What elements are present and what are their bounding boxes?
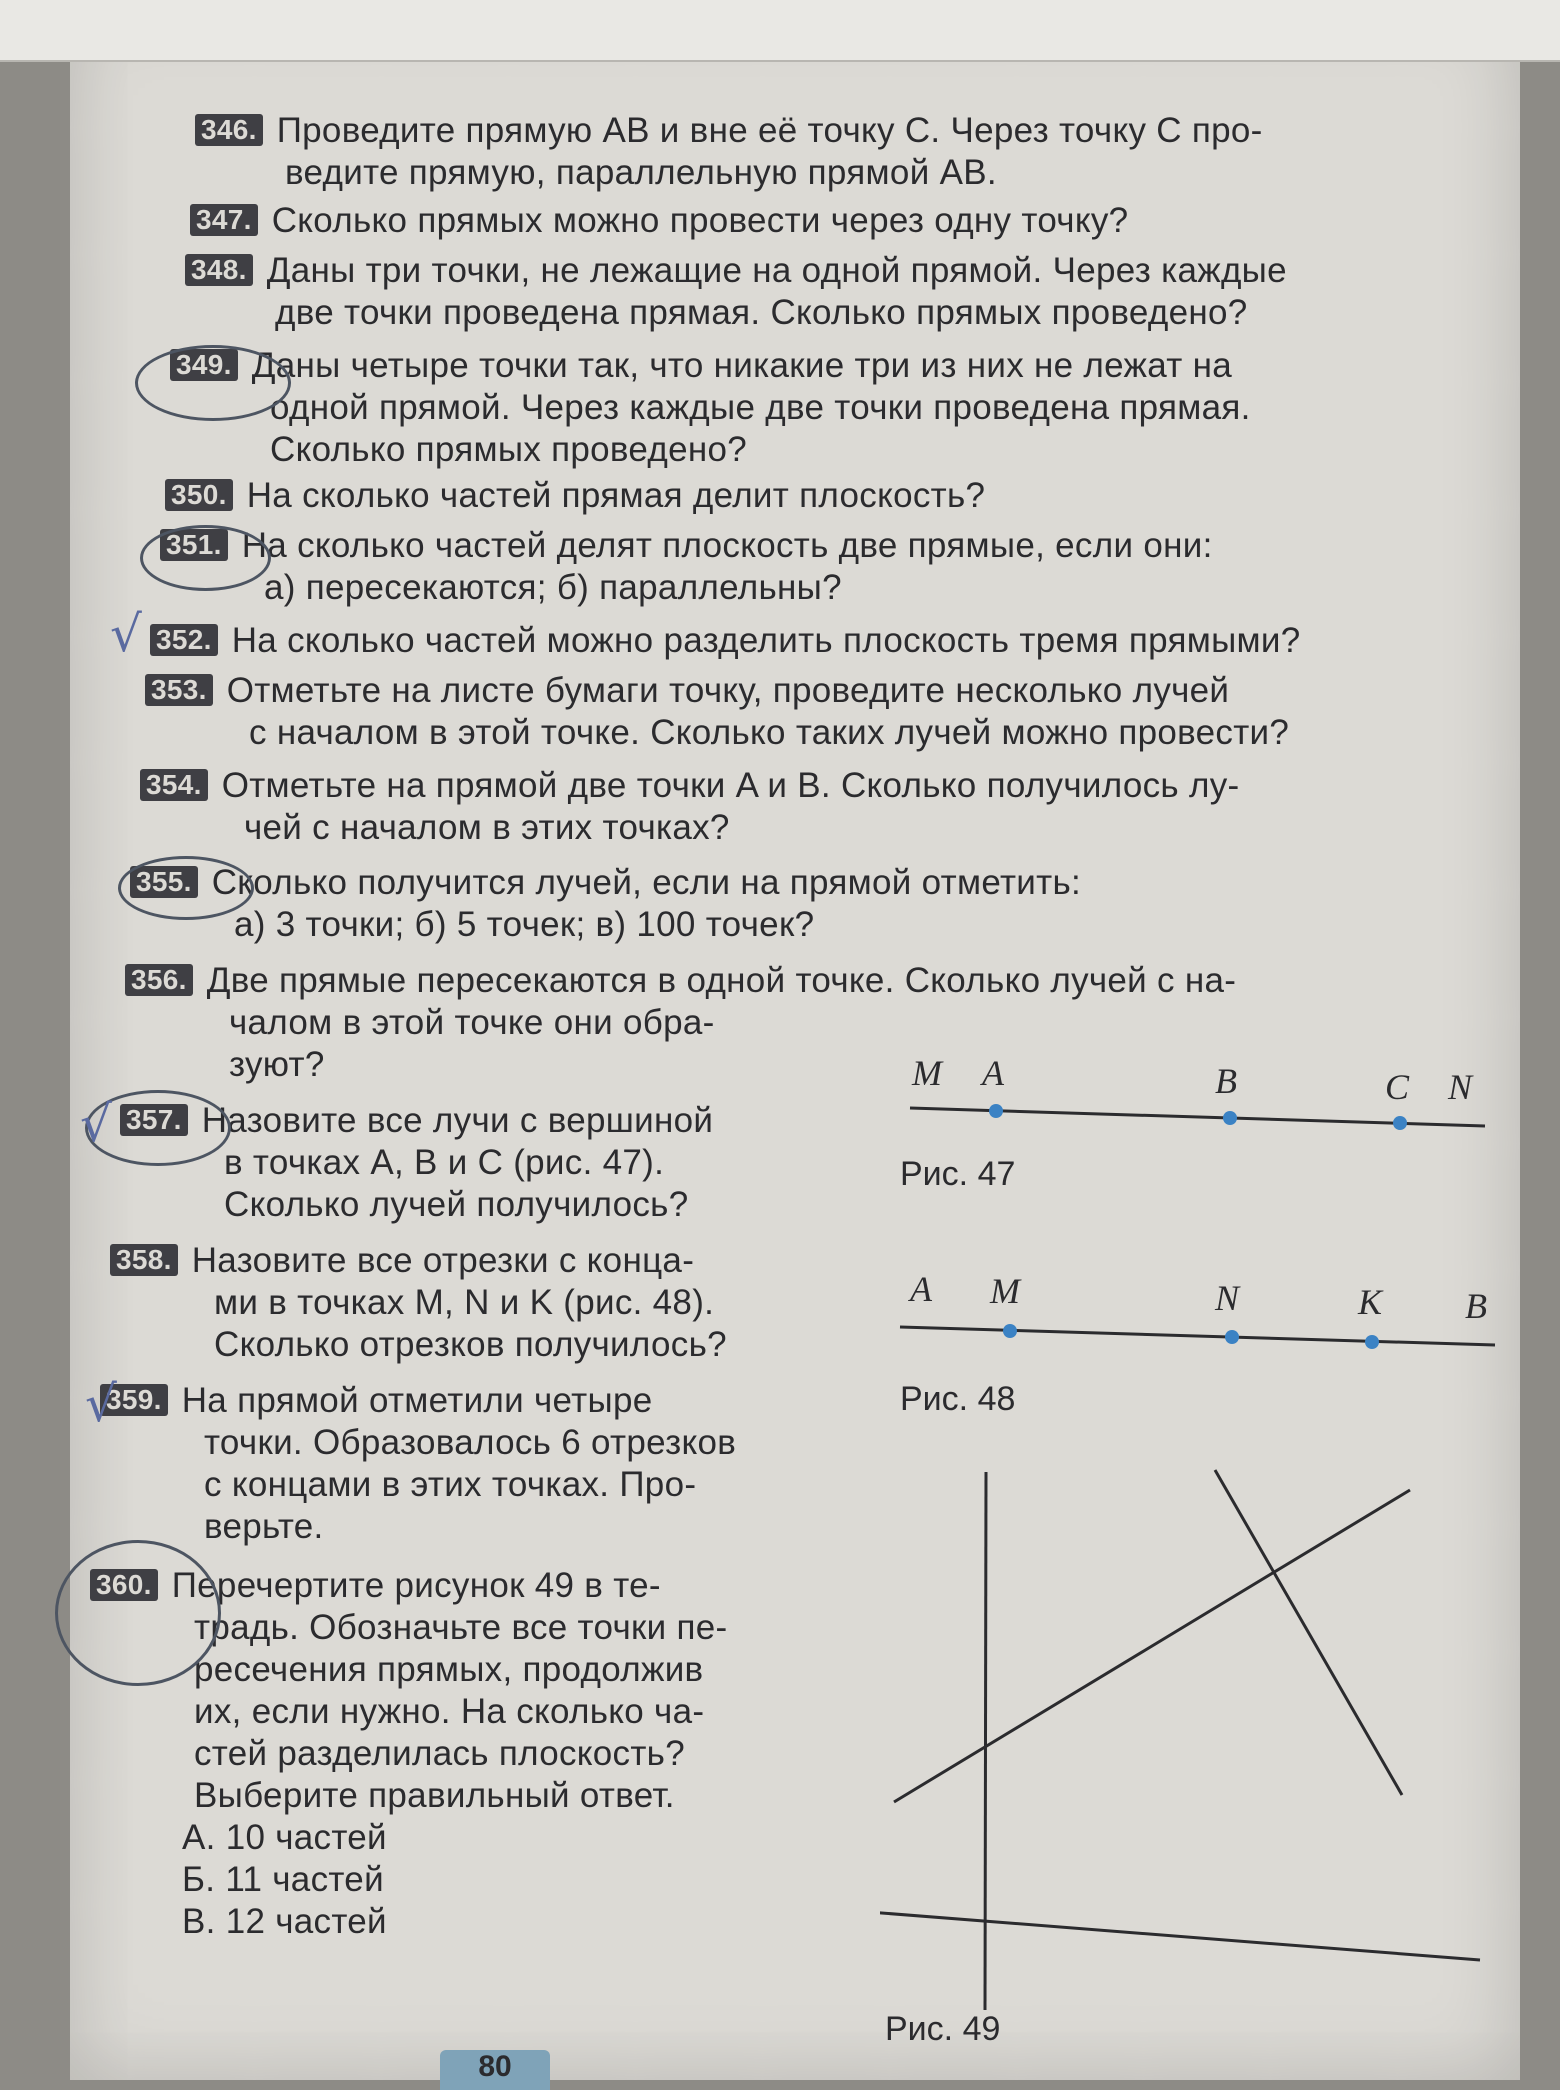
point-label-n: N [1448,1067,1473,1107]
problem-number: 348. [185,254,253,286]
problem-number: 353. [145,674,213,706]
problem-354 [140,765,1239,849]
pen-circle-349 [135,345,291,421]
problem-text: ресечения прямых, продолжив [194,1650,704,1689]
problem-352 [150,620,1301,662]
problem-text: Сколько прямых можно провести через одну точку? [271,201,1129,240]
figure-47 [880,1050,1500,1200]
pen-checkmark-icon: √ [80,1095,112,1153]
problem-text: Проведите прямую AB и вне её точку C. Через точку C про- [276,111,1263,150]
figure-47-caption: Рис. 47 [900,1155,1016,1193]
problem-number: 350. [165,479,233,511]
point-b-dot [1223,1111,1237,1125]
figure-49-caption: Рис. 49 [885,2010,1001,2048]
page-number: 80 [440,2050,550,2090]
answer-option-b: Б. 11 частей [182,1860,384,1899]
problem-text: Отметьте на прямой две точки A и B. Сколько получилось лу- [221,766,1240,805]
problem-text: Перечертите рисунок 49 в те- [171,1566,661,1605]
problem-number: 354. [140,769,208,801]
point-k-dot [1365,1335,1379,1349]
problem-text: с началом в этой точке. Сколько таких лучей можно провести? [249,713,1290,752]
point-label-b: B [1215,1061,1237,1101]
problem-text: точки. Образовалось 6 отрезков [204,1423,737,1462]
problem-number: 351. [160,529,228,561]
problem-text: Отметьте на листе бумаги точку, проведите несколько лучей [226,671,1230,710]
problem-number: 352. [150,624,218,656]
problem-text: одной прямой. Через каждые две точки проведена прямая. [270,388,1251,427]
problem-number: 346. [195,114,263,146]
problem-350 [165,475,985,517]
problem-text: с концами в этих точках. Про- [204,1465,697,1504]
problem-text: в точках A, B и C (рис. 47). [224,1143,665,1182]
point-label-m: M [990,1271,1020,1311]
problem-text: а) 3 точки; б) 5 точек; в) 100 точек? [234,905,815,944]
point-label-b: B [1465,1286,1487,1326]
pen-checkmark-icon: √ [110,605,142,663]
point-label-a: A [910,1269,932,1309]
problem-347 [190,200,1128,242]
figure-49-lines [880,1450,1500,2010]
problem-text: На сколько частей можно разделить плоскость тремя прямыми? [231,621,1301,660]
point-label-n: N [1215,1278,1240,1318]
problem-text: Сколько получится лучей, если на прямой отметить: [211,863,1082,902]
problem-text: Сколько лучей получилось? [224,1185,689,1224]
problem-text: их, если нужно. На сколько ча- [194,1692,705,1731]
point-a-dot [989,1104,1003,1118]
point-label-k: K [1358,1282,1383,1322]
problem-text: традь. Обозначьте все точки пе- [194,1608,728,1647]
problem-text: чалом в этой точке они обра- [229,1003,715,1042]
problem-number: 349. [170,349,238,381]
problem-text: Даны три точки, не лежащие на одной прямой. Через каждые [266,251,1287,290]
problem-346 [195,110,1263,194]
problem-text: На сколько частей делят плоскость две прямые, если они: [241,526,1213,565]
problem-number: 360. [90,1569,158,1601]
figure-48 [880,1265,1500,1425]
problem-348 [185,250,1287,334]
figure-49 [880,1450,1500,2050]
figure-48-line [880,1265,1500,1375]
problem-text: Сколько прямых проведено? [270,430,748,469]
problem-text: На прямой отметили четыре [181,1381,653,1420]
problem-text: а) пересекаются; б) параллельны? [264,568,842,607]
problem-text: Назовите все лучи с вершиной [201,1101,714,1140]
problem-351 [160,525,1213,609]
problem-text: ми в точках M, N и K (рис. 48). [214,1283,715,1322]
problem-text: Выберите правильный ответ. [194,1776,675,1815]
problem-number: 359. [100,1384,168,1416]
problem-text: верьте. [204,1507,324,1546]
pen-checkmark-icon: √ [85,1375,117,1433]
problem-number: 347. [190,204,258,236]
problem-number: 357. [120,1104,188,1136]
problem-number: 356. [125,964,193,996]
problem-358 [110,1240,727,1366]
problem-text: две точки проведена прямая. Сколько прямых проведено? [275,293,1248,332]
problem-text: Назовите все отрезки с конца- [191,1241,695,1280]
pen-circle-360 [55,1540,221,1686]
answer-option-c: В. 12 частей [182,1902,387,1941]
problem-text: зуют? [229,1045,325,1084]
problem-349 [170,345,1251,471]
point-m-dot [1003,1324,1017,1338]
answer-option-a: А. 10 частей [182,1818,387,1857]
problem-355 [130,862,1081,946]
problem-text: ведите прямую, параллельную прямой AB. [285,153,997,192]
problem-text: Сколько отрезков получилось? [214,1325,727,1364]
pen-circle-351 [140,525,271,591]
problem-text: Даны четыре точки так, что никакие три из них не лежат на [251,346,1232,385]
problem-text: чей с началом в этих точках? [244,808,730,847]
point-n-dot [1225,1330,1239,1344]
point-c-dot [1393,1116,1407,1130]
problem-text: Две прямые пересекаются в одной точке. Сколько лучей с на- [206,961,1237,1000]
pen-circle-355 [118,856,254,920]
problem-number: 355. [130,866,198,898]
problem-359 [100,1380,736,1548]
point-label-a: A [982,1053,1004,1093]
point-label-c: C [1385,1067,1410,1107]
point-label-m: M [912,1053,942,1093]
problem-text: На сколько частей прямая делит плоскость? [246,476,986,515]
problem-number: 358. [110,1244,178,1276]
problem-text: стей разделилась плоскость? [194,1734,685,1773]
problem-353 [145,670,1289,754]
figure-48-caption: Рис. 48 [900,1380,1016,1418]
